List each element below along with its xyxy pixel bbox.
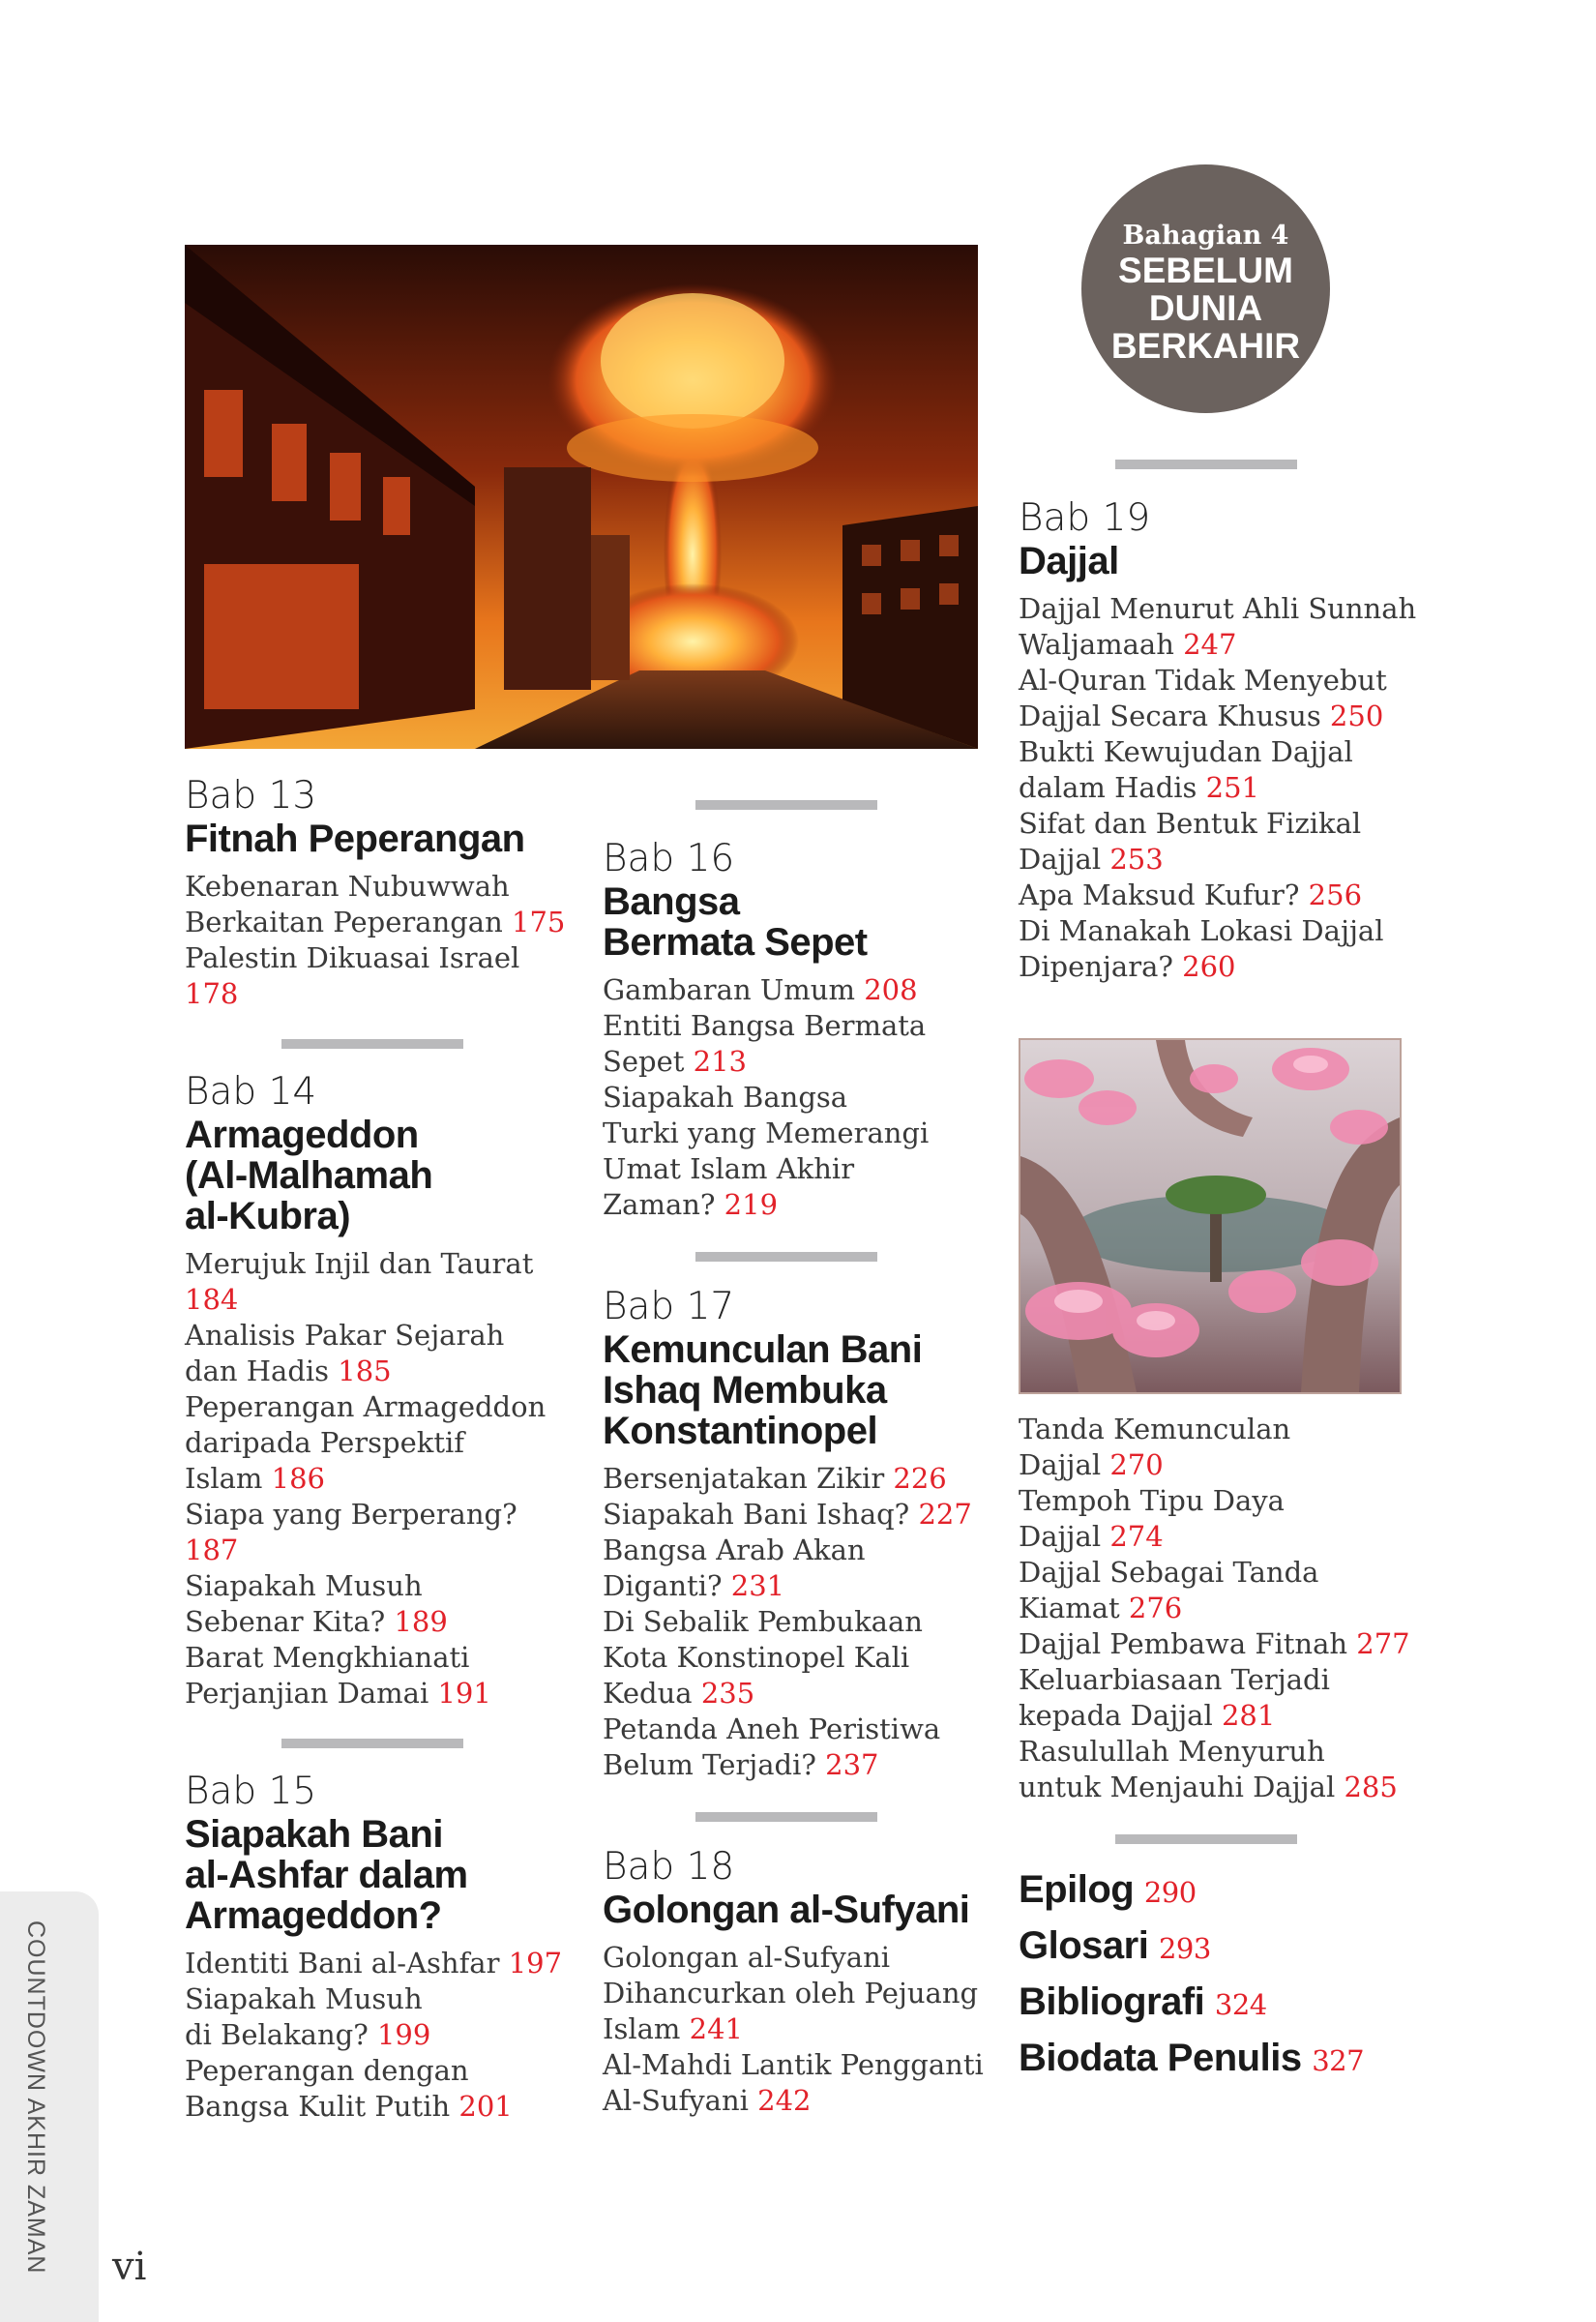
- page-number: 227: [918, 1498, 972, 1531]
- toc-entry[interactable]: Siapakah Musuh di Belakang? 199: [185, 1982, 431, 2051]
- toc-entry-epilog[interactable]: Epilog 290: [1019, 1868, 1197, 1911]
- chapter-13: [185, 774, 572, 1012]
- chapter-label: Bab 18: [603, 1845, 735, 1889]
- page-number: 185: [338, 1354, 392, 1387]
- toc-entry[interactable]: Peperangan dengan Bangsa Kulit Putih 201: [185, 2054, 513, 2123]
- chapter-15: [185, 1770, 572, 2125]
- toc-entry[interactable]: Apa Maksud Kufur? 256: [1019, 878, 1363, 911]
- page-number-footer: vi: [112, 2245, 147, 2289]
- page-number: 226: [893, 1462, 947, 1495]
- chapter-label: Bab 19: [1019, 496, 1151, 540]
- tree-illustration: [1020, 1040, 1400, 1392]
- toc-entry[interactable]: Tempoh Tipu Daya Dajjal 274: [1019, 1484, 1285, 1553]
- chapter-title: Fitnah Peperangan: [185, 818, 525, 860]
- side-title: COUNTDOWN AKHIR ZAMAN: [22, 1920, 49, 2275]
- page-number: 197: [508, 1947, 563, 1980]
- toc-entry[interactable]: Al-Mahdi Lantik Pengganti Al-Sufyani 242: [603, 2048, 984, 2117]
- toc-entry[interactable]: Dajjal Sebagai Tanda Kiamat 276: [1019, 1556, 1319, 1624]
- page-number: 199: [376, 2018, 431, 2051]
- chapter-19: [1019, 496, 1425, 985]
- toc-entry[interactable]: Keluarbiasaan Terjadi kepada Dajjal 281: [1019, 1663, 1330, 1732]
- toc-entry[interactable]: Gambaran Umum 208: [603, 973, 918, 1006]
- page-number: 270: [1109, 1448, 1164, 1481]
- page-number: 175: [512, 906, 566, 938]
- badge-line-2: DUNIA: [1148, 288, 1263, 328]
- column-1: [185, 774, 572, 2125]
- chapter-title: Siapakah Bani al-Ashfar dalam Armageddon?: [185, 1813, 468, 1937]
- page-number: 277: [1356, 1627, 1410, 1660]
- chapter-label: Bab 16: [603, 837, 735, 880]
- toc-entry[interactable]: Al-Quran Tidak Menyebut Dajjal Secara Khusus 250: [1019, 664, 1387, 732]
- toc-entry[interactable]: Siapakah Bani Ishaq? 227: [603, 1498, 972, 1531]
- page-number: 231: [730, 1569, 785, 1602]
- toc-entry[interactable]: Siapa yang Berperang? 187: [185, 1498, 517, 1566]
- page-number: 274: [1109, 1520, 1164, 1553]
- badge-line-3: BERKAHIR: [1110, 326, 1301, 366]
- page-number: 256: [1308, 878, 1363, 911]
- chapter-18: [603, 1845, 990, 2119]
- chapter-19-continued: [1019, 1412, 1425, 1805]
- page-number: 219: [724, 1188, 779, 1221]
- toc-entry[interactable]: Dajjal Pembawa Fitnah 277: [1019, 1627, 1410, 1660]
- toc-entry[interactable]: Petanda Aneh Peristiwa Belum Terjadi? 237: [603, 1712, 941, 1781]
- column-2: [603, 800, 990, 2119]
- page-number: 191: [437, 1677, 491, 1710]
- chapter-title: Armageddon (Al-Malhamah al-Kubra): [185, 1114, 433, 1237]
- page-number: 293: [1158, 1932, 1211, 1965]
- explosion-photo: [185, 245, 978, 749]
- badge-part: Bahagian 4: [1122, 221, 1289, 251]
- page-number: 250: [1329, 700, 1384, 732]
- divider: [1115, 1834, 1297, 1844]
- toc-entry[interactable]: Kebenaran Nubuwwah Berkaitan Peperangan 175: [185, 870, 566, 938]
- divider: [281, 1739, 463, 1748]
- page-number: 281: [1221, 1699, 1276, 1732]
- chapter-title: Golongan al-Sufyani: [603, 1889, 970, 1931]
- column-3-continued: [1019, 1412, 1425, 2088]
- toc-entry[interactable]: Analisis Pakar Sejarah dan Hadis 185: [185, 1319, 505, 1387]
- page-number: 235: [700, 1677, 755, 1710]
- back-matter: [1019, 1863, 1425, 2088]
- toc-entry[interactable]: Peperangan Armageddon daripada Perspektif Islam 186: [185, 1390, 547, 1495]
- toc-entry[interactable]: Tanda Kemunculan Dajjal 270: [1019, 1413, 1291, 1481]
- divider: [695, 1812, 877, 1822]
- chapter-17: [603, 1285, 990, 1783]
- page-number: 184: [185, 1283, 239, 1316]
- chapter-label: Bab 13: [185, 774, 317, 818]
- page-number: 247: [1183, 628, 1237, 661]
- toc-entry[interactable]: Palestin Dikuasai Israel 178: [185, 941, 520, 1010]
- page-number: 237: [825, 1748, 879, 1781]
- chapter-title: Dajjal: [1019, 540, 1119, 582]
- page-number: 260: [1182, 950, 1236, 983]
- divider: [281, 1039, 463, 1049]
- section-badge: [1081, 164, 1330, 413]
- chapter-title: Bangsa Bermata Sepet: [603, 880, 868, 964]
- toc-entry[interactable]: Siapakah Bangsa Turki yang Memerangi Umat Islam Akhir Zaman? 219: [603, 1081, 930, 1221]
- toc-entry[interactable]: Di Sebalik Pembukaan Kota Konstinopel Kali Kedua 235: [603, 1605, 923, 1710]
- explosion-illustration: [185, 245, 978, 749]
- toc-entry[interactable]: Golongan al-Sufyani Dihancurkan oleh Pejuang Islam 241: [603, 1941, 979, 2045]
- desert-tree-photo: [1019, 1038, 1402, 1394]
- toc-entry[interactable]: Entiti Bangsa Bermata Sepet 213: [603, 1009, 927, 1078]
- divider: [1115, 460, 1297, 469]
- toc-entry-bibliografi[interactable]: Bibliografi 324: [1019, 1980, 1267, 2023]
- page-number: 290: [1143, 1876, 1197, 1909]
- page-number: 251: [1205, 771, 1260, 804]
- page-number: 241: [689, 2012, 743, 2045]
- side-tab: [0, 1891, 99, 2322]
- page-number: 253: [1109, 843, 1164, 876]
- page-number: 276: [1128, 1592, 1183, 1624]
- badge-line-1: SEBELUM: [1118, 251, 1293, 290]
- toc-entry[interactable]: Rasulullah Menyuruh untuk Menjauhi Dajjal 285: [1019, 1735, 1398, 1803]
- chapter-label: Bab 17: [603, 1285, 735, 1328]
- chapter-label: Bab 15: [185, 1770, 317, 1813]
- page-number: 324: [1214, 1988, 1267, 2021]
- chapter-label: Bab 14: [185, 1070, 317, 1114]
- toc-entry[interactable]: Di Manakah Lokasi Dajjal Dipenjara? 260: [1019, 914, 1384, 983]
- page-number: 242: [757, 2084, 812, 2117]
- toc-entry[interactable]: Dajjal Menurut Ahli Sunnah Waljamaah 247: [1019, 592, 1417, 661]
- toc-entry[interactable]: Identiti Bani al-Ashfar 197: [185, 1947, 563, 1980]
- chapter-14: [185, 1070, 572, 1712]
- toc-entry[interactable]: Merujuk Injil dan Taurat 184: [185, 1247, 534, 1316]
- toc-entry[interactable]: Bukti Kewujudan Dajjal dalam Hadis 251: [1019, 735, 1353, 804]
- divider: [695, 800, 877, 810]
- toc-entry[interactable]: Bersenjatakan Zikir 226: [603, 1462, 947, 1495]
- toc-entry[interactable]: Sifat dan Bentuk Fizikal Dajjal 253: [1019, 807, 1362, 876]
- chapter-16: [603, 837, 990, 1223]
- page-number: 178: [185, 977, 239, 1010]
- page-number: 186: [271, 1462, 325, 1495]
- divider: [695, 1252, 877, 1262]
- page-number: 213: [693, 1045, 747, 1078]
- page-number: 327: [1312, 2044, 1365, 2077]
- toc-entry[interactable]: Bangsa Arab Akan Diganti? 231: [603, 1533, 866, 1602]
- toc-entry[interactable]: Barat Mengkhianati Perjanjian Damai 191: [185, 1641, 491, 1710]
- toc-entry[interactable]: Siapakah Musuh Sebenar Kita? 189: [185, 1569, 448, 1638]
- chapter-title: Kemunculan Bani Ishaq Membuka Konstantinopel: [603, 1328, 923, 1452]
- toc-entry-glosari[interactable]: Glosari 293: [1019, 1924, 1211, 1967]
- page-number: 208: [864, 973, 918, 1006]
- page-number: 285: [1344, 1771, 1398, 1803]
- page-number: 187: [185, 1533, 239, 1566]
- page-number: 201: [458, 2090, 513, 2123]
- column-3: [1019, 460, 1425, 985]
- page-number: 189: [394, 1605, 448, 1638]
- toc-entry-biodata[interactable]: Biodata Penulis 327: [1019, 2037, 1365, 2079]
